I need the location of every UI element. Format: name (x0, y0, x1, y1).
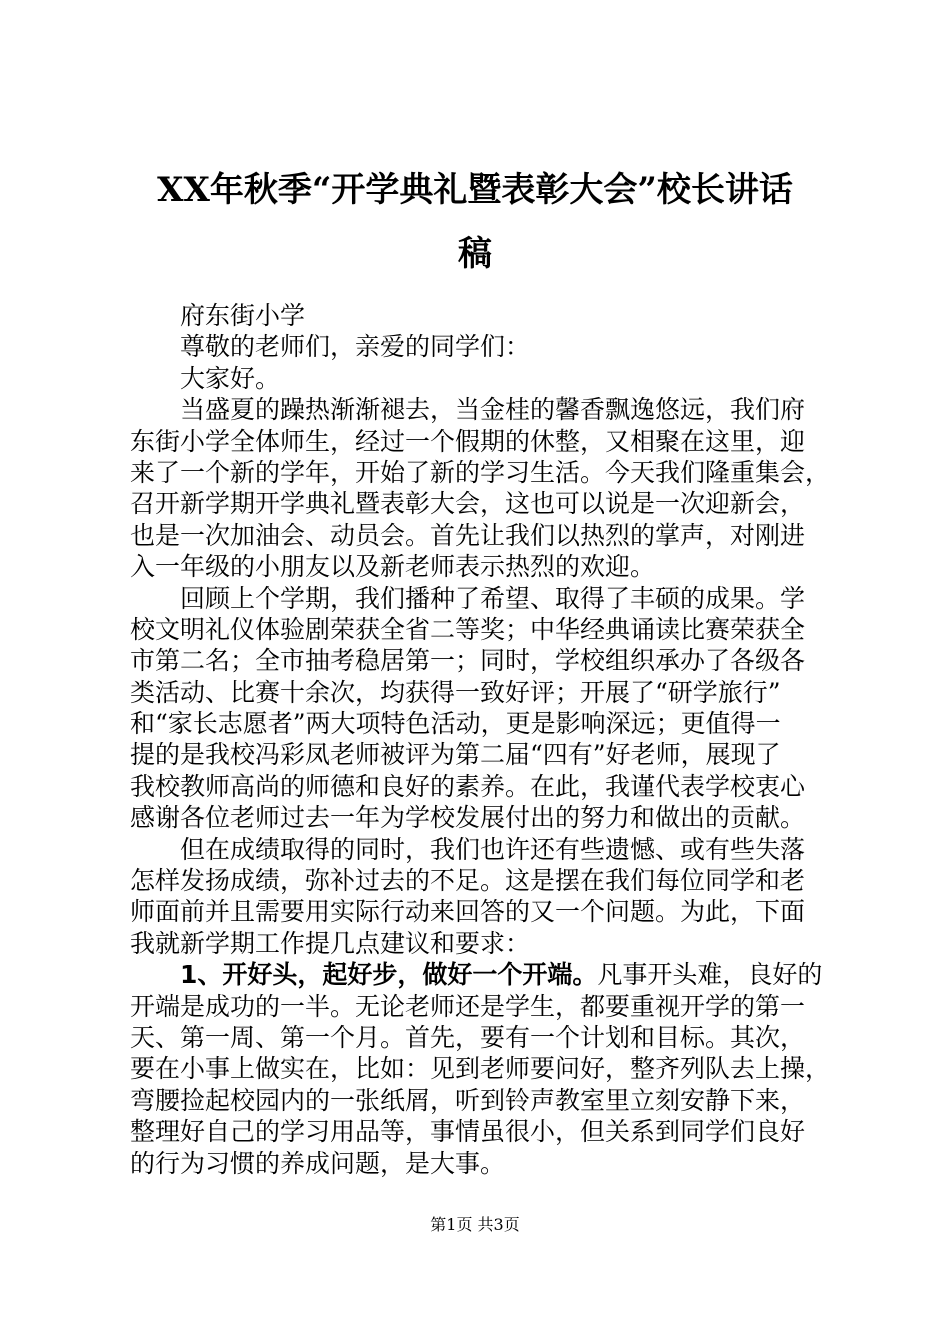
page-footer: 第1页 共3页 (430, 1215, 520, 1234)
paragraph-line: 回顾上个学期，我们播种了希望、取得了丰硕的成果。学 (180, 583, 806, 613)
salutation: 尊敬的老师们，亲爱的同学们： (180, 332, 531, 362)
point-1-first-rest: 凡事开头难，良好的 (597, 960, 823, 990)
paragraph-line: 天、第一周、第一个月。首先，要有一个计划和目标。其次， (130, 1022, 806, 1052)
paragraph-line: 类活动、比赛十余次，均获得一致好评；开展了“研学旅行” (130, 677, 781, 707)
paragraph-line: 开端是成功的一半。无论老师还是学生，都要重视开学的第一 (130, 991, 806, 1021)
paragraph-1 (130, 394, 830, 582)
document-title (120, 158, 830, 286)
paragraph-line: 校文明礼仪体验剧荣获全省二等奖；中华经典诵读比赛荣获全 (130, 614, 806, 644)
paragraph-line: 也是一次加油会、动员会。首先让我们以热烈的掌声，对刚进 (130, 520, 806, 550)
paragraph-line: 要在小事上做实在，比如：见到老师要问好，整齐列队去上操， (130, 1054, 830, 1084)
paragraph-line: 感谢各位老师过去一年为学校发展付出的努力和做出的贡献。 (130, 803, 806, 833)
title-line-2: 稿 (458, 234, 492, 274)
paragraph-line: 和“家长志愿者”两大项特色活动，更是影响深远；更值得一 (130, 709, 781, 739)
paragraph-line: 入一年级的小朋友以及新老师表示热烈的欢迎。 (130, 552, 656, 582)
document-body (130, 300, 830, 1179)
paragraph-line: 的行为习惯的养成问题，是大事。 (130, 1148, 506, 1178)
paragraph-line: 来了一个新的学年，开始了新的学习生活。今天我们隆重集会， (130, 457, 830, 487)
title-line-1: XX年秋季“开学典礼暨表彰大会”校长讲话 (157, 170, 793, 210)
paragraph-2 (130, 583, 830, 834)
paragraph-line: 怎样发扬成绩，弥补过去的不足。这是摆在我们每位同学和老 (130, 866, 806, 896)
paragraph-line: 师面前并且需要用实际行动来回答的又一个问题。为此，下面 (130, 897, 806, 927)
point-1-heading: 1、开好头，起好步，做好一个开端。 (180, 960, 598, 990)
paragraph-line: 召开新学期开学典礼暨表彰大会，这也可以说是一次迎新会， (130, 489, 806, 519)
paragraph-line: 市第二名；全市抽考稳居第一；同时，学校组织承办了各级各 (130, 646, 806, 676)
paragraph-line: 但在成绩取得的同时，我们也许还有些遗憾、或有些失落 (180, 834, 806, 864)
paragraph-line: 我就新学期工作提几点建议和要求： (130, 928, 531, 958)
paragraph-line: 提的是我校冯彩凤老师被评为第二届“四有”好老师，展现了 (130, 740, 781, 770)
school-name: 府东街小学 (180, 301, 306, 330)
point-1-first-line (130, 959, 830, 990)
paragraph-3 (130, 834, 830, 960)
greeting: 大家好。 (180, 363, 281, 393)
paragraph-line: 弯腰捡起校园内的一张纸屑，听到铃声教室里立刻安静下来， (130, 1085, 806, 1115)
paragraph-line: 东街小学全体师生，经过一个假期的休整，又相聚在这里，迎 (130, 426, 806, 456)
paragraph-line: 我校教师高尚的师德和良好的素养。在此，我谨代表学校衷心 (130, 771, 806, 801)
point-1 (130, 959, 830, 1179)
paragraph-line: 当盛夏的躁热渐渐褪去，当金桂的馨香飘逸悠远，我们府 (180, 395, 806, 425)
paragraph-line: 整理好自己的学习用品等，事情虽很小，但关系到同学们良好 (130, 1117, 806, 1147)
